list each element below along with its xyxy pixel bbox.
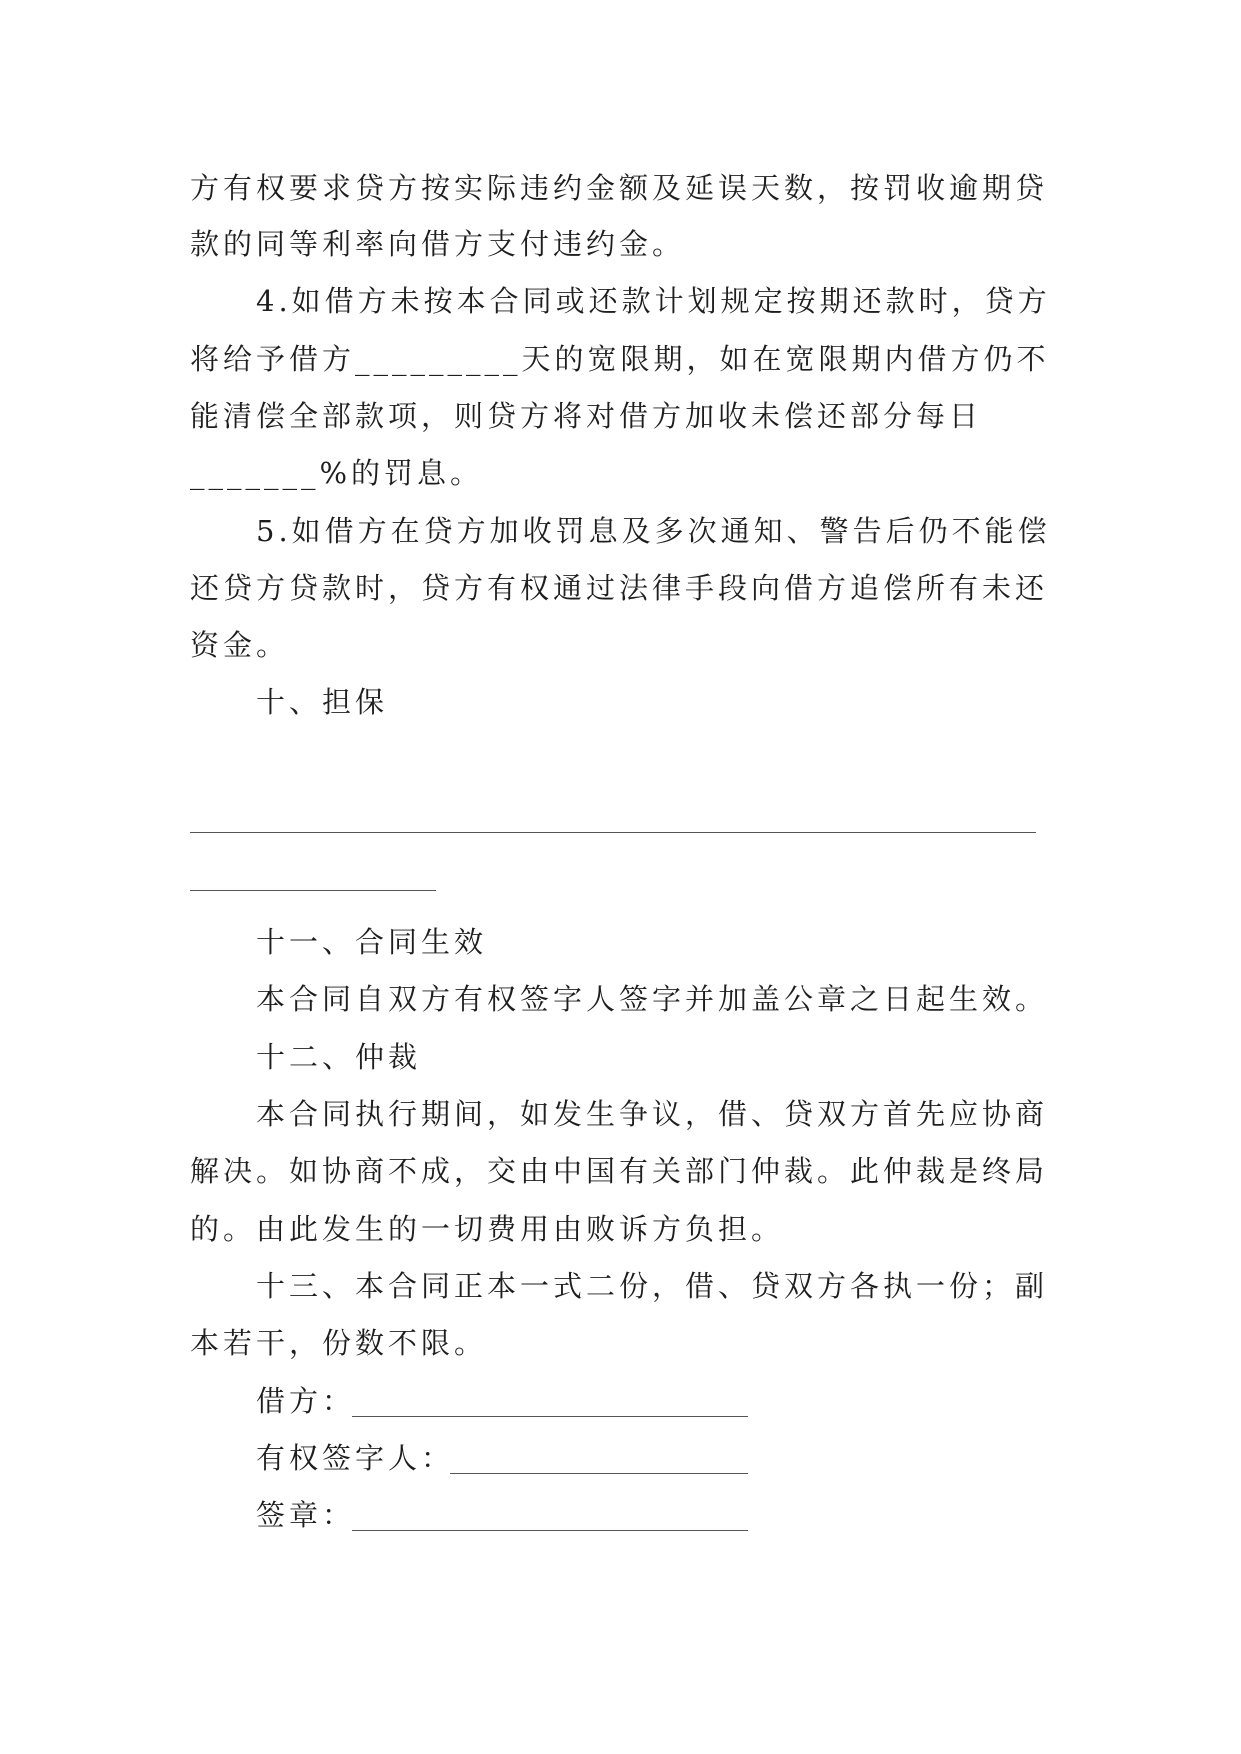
borrower-label: 借方： (256, 1384, 356, 1418)
paragraph-line: 款的同等利率向借方支付违约金。 (190, 227, 686, 261)
paragraph-line: 的。由此发生的一切费用由败诉方负担。 (190, 1212, 785, 1246)
guarantee-blank-line (190, 832, 1036, 833)
seal-label: 签章： (256, 1498, 356, 1532)
section-heading-guarantee: 十、担保 (256, 685, 389, 719)
signatory-label: 有权签字人： (256, 1441, 455, 1475)
clause-4-line: 4.如借方未按本合同或还款计划规定按期还款时，贷方 (256, 284, 1051, 318)
clause-4-line: 将给予借方_________天的宽限期，如在宽限期内借方仍不 (190, 342, 1050, 376)
clause-4-line: 能清偿全部款项，则贷方将对借方加收未偿还部分每日 (190, 399, 983, 433)
paragraph-line: 本合同执行期间，如发生争议，借、贷双方首先应协商 (256, 1097, 1049, 1131)
paragraph-line: 本若干，份数不限。 (190, 1326, 488, 1360)
clause-5-line: 还贷方贷款时，贷方有权通过法律手段向借方追偿所有未还 (190, 571, 1049, 605)
section-heading-arbitration: 十二、仲裁 (256, 1040, 422, 1074)
clause-5-line: 5.如借方在贷方加收罚息及多次通知、警告后仍不能偿 (256, 514, 1051, 548)
seal-signature-line (352, 1530, 748, 1531)
paragraph-line: 方有权要求贷方按实际违约金额及延误天数，按罚收逾期贷 (190, 171, 1049, 205)
clause-4-line: _______%的罚息。 (190, 456, 484, 490)
paragraph-line: 解决。如协商不成，交由中国有关部门仲裁。此仲裁是终局 (190, 1154, 1049, 1188)
guarantee-blank-line (190, 890, 436, 891)
clause-5-line: 资金。 (190, 628, 290, 662)
section-heading-copies: 十三、本合同正本一式二份，借、贷双方各执一份；副 (256, 1269, 1049, 1303)
borrower-signature-line (352, 1416, 748, 1417)
paragraph-line: 本合同自双方有权签字人签字并加盖公章之日起生效。 (256, 982, 1049, 1016)
signatory-signature-line (450, 1473, 748, 1474)
section-heading-effectiveness: 十一、合同生效 (256, 925, 488, 959)
